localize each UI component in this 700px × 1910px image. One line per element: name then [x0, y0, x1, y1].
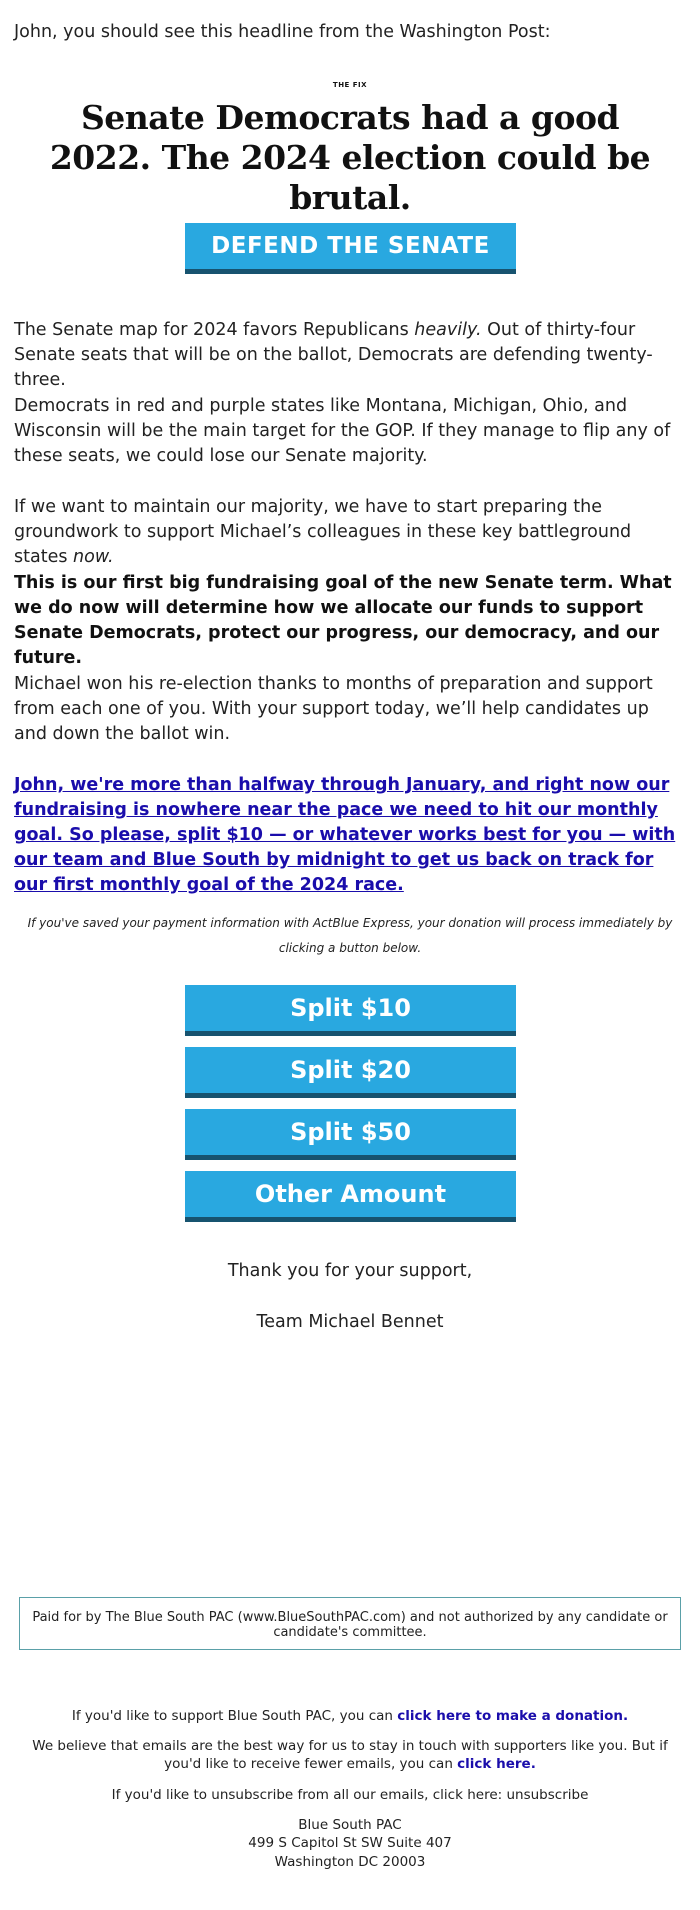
address-line-1: 499 S Capitol St SW Suite 407 [248, 1835, 452, 1851]
emphasis-text: now. [73, 547, 114, 567]
split-10-button[interactable]: Split $10 [185, 985, 516, 1036]
article-section-label: THE FIX [332, 81, 368, 89]
thanks-text: Thank you for your support, [227, 1261, 473, 1281]
paragraph-text: Out of thirty-four Senate seats that will be on the ballot, Democrats are defending twenty-three. [14, 320, 653, 390]
paragraph-re-election: Michael won his re-election thanks to months of preparation and support from each one of you. With your support today, we’ll help candidates up and down the ballot win. [14, 674, 653, 744]
unsubscribe-text: If you'd like to unsubscribe from all our emails, click here: [111, 1787, 507, 1803]
make-donation-link[interactable]: click here to make a donation. [397, 1708, 629, 1724]
paragraph-maintain-majority [14, 495, 686, 570]
paragraph-fundraising-goal: This is our first big fundraising goal of the new Senate term. What we do now will determine how we allocate our funds to support Senate Democrats, protect our progress, our democracy, and our future. [14, 573, 672, 668]
defend-the-senate-button[interactable]: DEFEND THE SENATE [185, 223, 516, 274]
paragraph-text: The Senate map for 2024 favors Republicans [14, 320, 415, 340]
intro-text: John, you should see this headline from the Washington Post: [14, 22, 551, 42]
split-20-button[interactable]: Split $20 [185, 1047, 516, 1098]
paragraph-senate-map [14, 318, 686, 393]
paragraph-text: If we want to maintain our majority, we have to start preparing the groundwork to support Michael’s colleagues in these key battleground states [14, 497, 632, 567]
address-line-2: Washington DC 20003 [274, 1854, 426, 1870]
other-amount-button[interactable]: Other Amount [185, 1171, 516, 1222]
signature: Team Michael Bennet [256, 1312, 444, 1332]
support-line [20, 1707, 680, 1725]
support-text: If you'd like to support Blue South PAC, you can [71, 1708, 398, 1724]
article-headline[interactable]: Senate Democrats had a good 2022. The 2024 election could be brutal. [49, 98, 651, 217]
fewer-emails-link[interactable]: click here. [457, 1756, 536, 1772]
emphasis-text: heavily. [414, 320, 482, 340]
unsubscribe-line [20, 1786, 680, 1804]
paragraph-red-purple-states: Democrats in red and purple states like Montana, Michigan, Ohio, and Wisconsin will be the main target for the GOP. If they manage to flip any of these seats, we could lose our Senate majority. [14, 396, 671, 466]
unsubscribe-link[interactable]: unsubscribe [506, 1787, 589, 1803]
donate-pitch-link[interactable]: John, we're more than halfway through January, and right now our fundraising is nowhere near the pace we need to hit our monthly goal. So please, split $10 — or whatever works best for you — with our team and Blue South by midnight to get us back on track for our first monthly goal of the 2024 race. [14, 775, 676, 895]
actblue-express-note: If you've saved your payment information with ActBlue Express, your donation will process immediately by clicking a button below. [27, 916, 673, 955]
org-name: Blue South PAC [298, 1817, 402, 1833]
fewer-emails-line [20, 1737, 680, 1773]
paid-for-disclaimer: Paid for by The Blue South PAC (www.BlueSouthPAC.com) and not authorized by any candidate or candidate's committee. [19, 1597, 681, 1650]
split-50-button[interactable]: Split $50 [185, 1109, 516, 1160]
fewer-emails-text: We believe that emails are the best way for us to stay in touch with supporters like you. But if you'd like to receive fewer emails, you can [32, 1738, 668, 1772]
